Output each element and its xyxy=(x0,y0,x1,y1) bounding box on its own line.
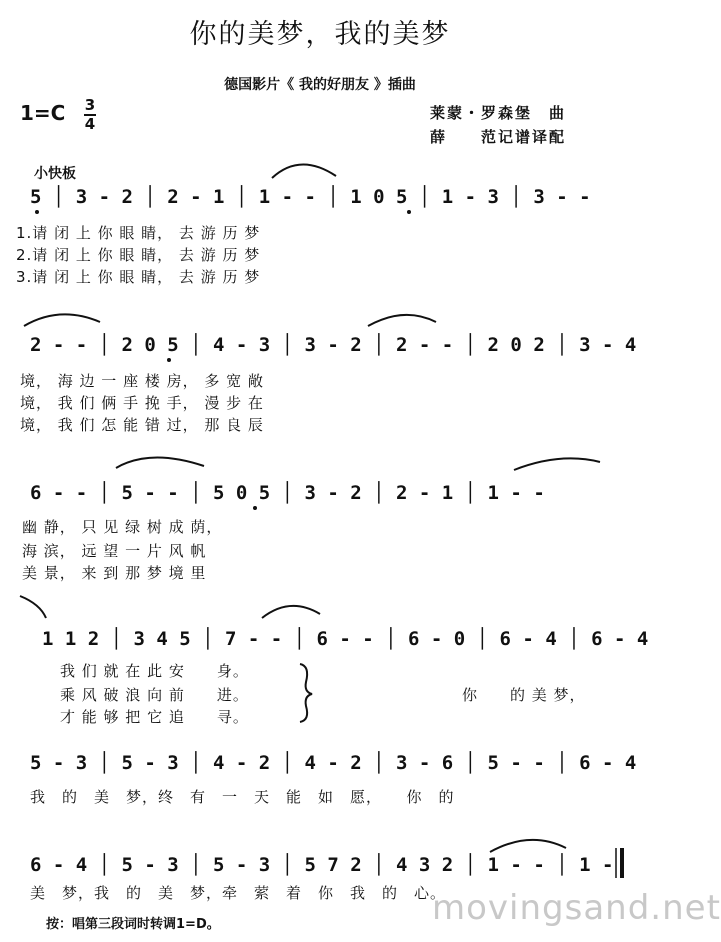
lyric-row-2-verse-1: 境， 海 边 一 座 楼 房， 多 宽 敞 xyxy=(20,372,264,390)
key-signature: 1=C xyxy=(20,101,66,125)
time-signature-bottom: 4 xyxy=(84,115,96,133)
translator-credit: 薛 范记谱译配 xyxy=(430,128,567,146)
tie-arc xyxy=(368,315,436,326)
notation-row-3: 6 - - │ 5 - - │ 5 0 5 │ 3 - 2 │ 2 - 1 │ 1 - - xyxy=(30,482,545,504)
composer-credit: 莱蒙・罗森堡 曲 xyxy=(430,104,567,122)
notation-row-1: 5 │ 3 - 2 │ 2 - 1 │ 1 - - │ 1 0 5 │ 1 - 3 │ 3 - - xyxy=(30,186,591,208)
song-subtitle: 德国影片《 我的好朋友 》插曲 xyxy=(224,77,416,93)
brace xyxy=(300,664,312,722)
lyric-row-1-verse-1: 1.请 闭 上 你 眼 睛， 去 游 历 梦 xyxy=(16,224,261,242)
tie-arc xyxy=(514,458,600,470)
lyric-row-1-verse-3: 3.请 闭 上 你 眼 睛， 去 游 历 梦 xyxy=(16,268,261,286)
tie-arc xyxy=(262,606,320,618)
notation-row-5: 5 - 3 │ 5 - 3 │ 4 - 2 │ 4 - 2 │ 3 - 6 │ 5 - - │ 6 - 4 xyxy=(30,752,637,774)
notation-row-2: 2 - - │ 2 0 5 │ 4 - 3 │ 3 - 2 │ 2 - - │ 2 0 2 │ 3 - 4 xyxy=(30,334,637,356)
octave-dot xyxy=(253,506,257,510)
refrain-lyric: 你 的 美 梦， xyxy=(462,686,586,704)
tie-arc xyxy=(490,840,566,852)
lyric-row-3-verse-1: 幽 静， 只 见 绿 树 成 荫， xyxy=(22,518,223,536)
song-title: 你的美梦，我的美梦 xyxy=(189,19,451,50)
lyric-row-3-verse-2: 海 滨， 远 望 一 片 风 帆 xyxy=(22,542,207,560)
lyric-row-4-verse-1: 我 们 就 在 此 安 身。 xyxy=(60,662,249,680)
lyric-row-2-verse-2: 境， 我 们 俩 手 挽 手， 漫 步 在 xyxy=(20,394,264,412)
watermark: movingsand.net xyxy=(432,888,721,928)
lyric-row-5: 我 的 美 梦，终 有 一 天 能 如 愿， 你 的 xyxy=(30,788,455,806)
lyric-row-4-verse-3: 才 能 够 把 它 追 寻。 xyxy=(60,708,249,726)
lyric-row-2-verse-3: 境， 我 们 怎 能 错 过， 那 良 辰 xyxy=(20,416,264,434)
octave-dot xyxy=(407,210,411,214)
octave-dot xyxy=(167,358,171,362)
footnote: 按：唱第三段词时转调1=D。 xyxy=(46,917,220,932)
lyric-row-3-verse-3: 美 景， 来 到 那 梦 境 里 xyxy=(22,564,207,582)
notation-row-6: 6 - 4 │ 5 - 3 │ 5 - 3 │ 5 7 2 │ 4 3 2 │ 1 - - │ 1 - xyxy=(30,854,614,876)
tie-arc xyxy=(272,164,336,178)
time-signature-top: 3 xyxy=(84,96,96,114)
tie-arc xyxy=(24,314,100,326)
lyric-row-6: 美 梦，我 的 美 梦，牵 萦 着 你 我 的 心。 xyxy=(30,884,447,902)
octave-dot xyxy=(35,210,39,214)
notation-row-4: 1 1 2 │ 3 4 5 │ 7 - - │ 6 - - │ 6 - 0 │ 6 - 4 │ 6 - 4 xyxy=(42,628,649,650)
lyric-row-4-verse-2: 乘 风 破 浪 向 前 进。 xyxy=(60,686,249,704)
lyric-row-1-verse-2: 2.请 闭 上 你 眼 睛， 去 游 历 梦 xyxy=(16,246,261,264)
tie-arc xyxy=(116,457,204,468)
tempo-marking: 小快板 xyxy=(34,166,76,182)
tie-arc xyxy=(20,596,46,618)
